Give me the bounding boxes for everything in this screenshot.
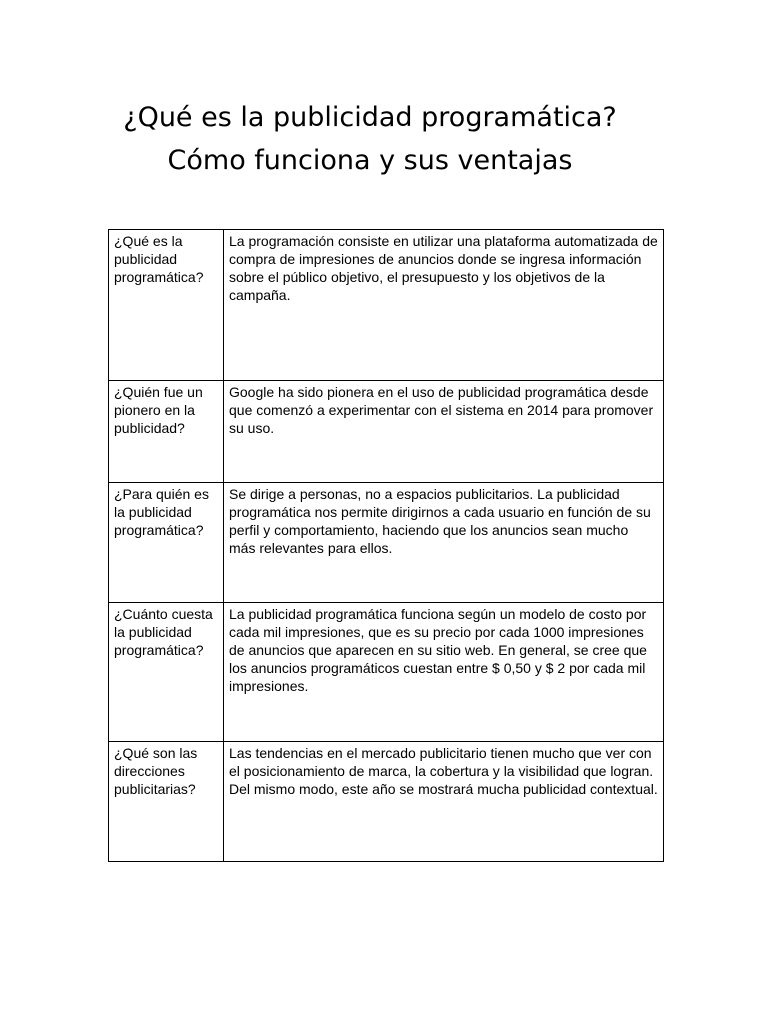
page-title-line-2: Cómo funciona y sus ventajas <box>167 145 573 176</box>
table-row <box>109 230 664 381</box>
question-cell: ¿Para quién es la publicidad programática? <box>109 483 224 603</box>
answer-cell: La programación consiste en utilizar una plataforma automatizada de compra de impresiones de anuncios donde se ingresa información sobre el público objetivo, el presupuesto y los objetivos de la campaña. <box>224 230 664 381</box>
answer-cell: Las tendencias en el mercado publicitario tienen mucho que ver con el posicionamiento de marca, la cobertura y la visibilidad que logran. Del mismo modo, este año se mostrará mucha publicidad contextual. <box>224 742 664 862</box>
page-title-line-1: ¿Qué es la publicidad programática? <box>123 102 617 133</box>
table-row <box>109 483 664 603</box>
table-row <box>109 603 664 742</box>
answer-cell: La publicidad programática funciona según un modelo de costo por cada mil impresiones, que es su precio por cada 1000 impresiones de anuncios que aparecen en su sitio web. En general, se cree que los anuncios programáticos cuestan entre $ 0,50 y $ 2 por cada mil impresiones. <box>224 603 664 742</box>
table-row <box>109 381 664 483</box>
question-cell: ¿Qué es la publicidad programática? <box>109 230 224 381</box>
question-cell: ¿Quién fue un pionero en la publicidad? <box>109 381 224 483</box>
table-row <box>109 742 664 862</box>
page-title <box>0 96 740 182</box>
answer-cell: Se dirige a personas, no a espacios publicitarios. La publicidad programática nos permite dirigirnos a cada usuario en función de su perfil y comportamiento, haciendo que los anuncios sean mucho más relevantes para ellos. <box>224 483 664 603</box>
question-cell: ¿Qué son las direcciones publicitarias? <box>109 742 224 862</box>
answer-cell: Google ha sido pionera en el uso de publicidad programática desde que comenzó a experimentar con el sistema en 2014 para promover su uso. <box>224 381 664 483</box>
qa-table <box>108 229 664 862</box>
question-cell: ¿Cuánto cuesta la publicidad programática? <box>109 603 224 742</box>
